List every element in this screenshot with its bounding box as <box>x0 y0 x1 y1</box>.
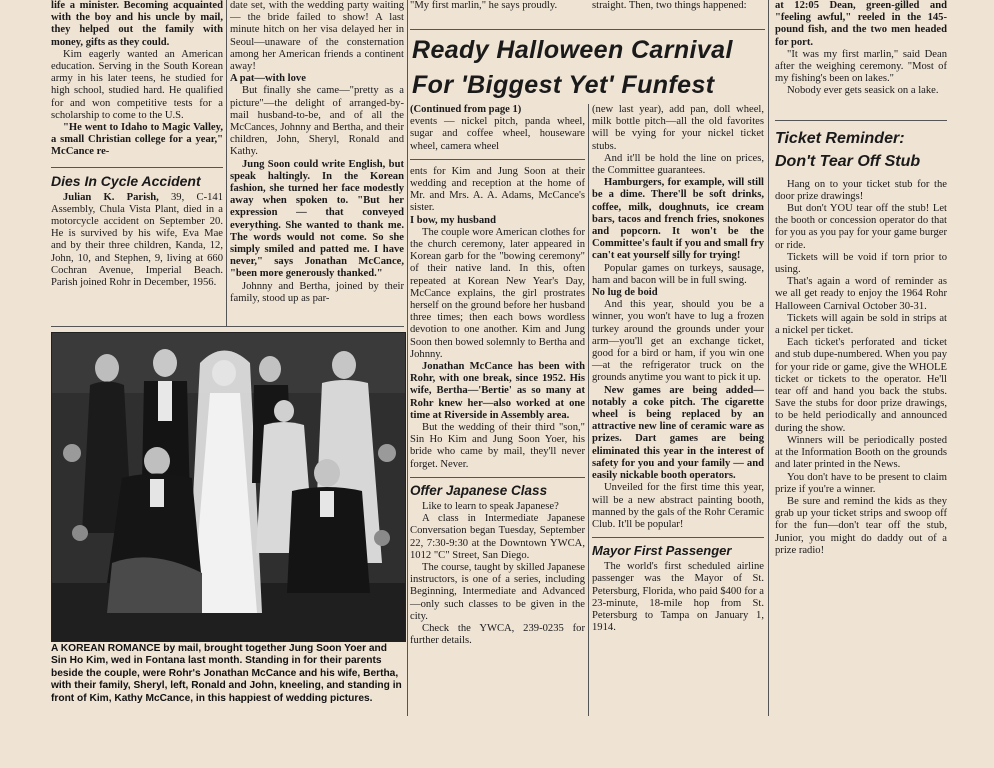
col1-paragraph: "He went to Idaho to Magic Valley, a small Christian college for a year," McCance re- <box>51 122 223 158</box>
carnival-headline: Ready Halloween Carnival For 'Biggest Yet' Funfest <box>412 36 733 99</box>
col3-paragraph: Jonathan McCance has been with Rohr, with one break, since 1952. His wife, Bertha—'Bertie' as so many at Rohr knew her—also worked at one time at Riverside in Assembly area. <box>410 361 585 421</box>
col3-paragraph: ents for Kim and Jung Soon at their wedding and reception at the home of Mr. and Mrs. A. A. Adams, McCance's sister. <box>410 165 585 214</box>
photo-caption: A KOREAN ROMANCE by mail, brought together Jung Soon Yoer and Sin Ho Kim, wed in Fontana last month. Standing in for their parents beside the couple, were Rohr's Jonathan McCance and his wife, Bertha, with their family, Sheryl, left, Ronald and John, kneeling, and standing in front of Kim, Kathy McCance, in this happiest of wedding pictures. <box>51 643 402 704</box>
wedding-photo <box>51 332 406 642</box>
mayor-passenger-headline: Mayor First Passenger <box>592 543 732 559</box>
col5-top-text: at 12:05 Dean, green-gilled and "feeling awful," reeled in the 145-pound fish, and the two men headed for port. <box>775 0 947 48</box>
divider <box>51 167 223 168</box>
col2-paragraph: Jung Soon could write English, but speak haltingly. In the Korean fashion, she turned her face modestly away when spoken to. "But her expression — that conveyed everything. She wanted to thank me. The words would not come. So she simply smiled and patted me. I have never," says Jonathan McCance, "been more generously thanked." <box>230 158 404 280</box>
col1-paragraph: Kim eagerly wanted an American education. Serving in the South Korean army in his later teens, he studied for high school, studied hard. He qualified for and won competitive tests for a scholarship to come to the U.S. <box>51 48 223 121</box>
col3-paragraph: The course, taught by skilled Japanese instructors, is one of a series, including Beginning, Intermediate and Advanced—only such classes to be given in the city. <box>410 561 585 622</box>
column-4-top <box>592 0 764 12</box>
divider <box>775 120 947 121</box>
divider <box>410 159 585 160</box>
col3-paragraph: A class in Intermediate Japanese Conversation began Tuesday, September 22, 7:30-9:30 at the Downtown YWCA, 1012 "C" Street, San Diego. <box>410 513 585 561</box>
col4-paragraph: And this year, should you be a winner, you won't have to lug a frozen turkey around the grounds under your arm—you'll get an exchange ticket, good for a bird or ham, if you win one—at the refrigerator truck on the grounds anytime you want to pick it up. <box>592 299 764 384</box>
col3-paragraph: events — nickel pitch, panda wheel, sugar and coffee wheel, houseware wheel, camera wheel <box>410 116 585 152</box>
col3-paragraph: But the wedding of their third "son," Sin Ho Kim and Jung Soon Yoer, his bride who came by mail, they'll never forget. Never. <box>410 422 585 470</box>
divider <box>592 537 764 538</box>
cycle-accident-body <box>51 192 223 290</box>
divider <box>51 326 404 327</box>
col2-top-text: date set, with the wedding party waiting — the bride failed to show! A last minute hitch on her visa delayed her in Seoul—unaware of the consternation among her American friends a continent away! <box>230 0 404 73</box>
col2-paragraph: Johnny and Bertha, joined by their family, stood up as par- <box>230 280 404 304</box>
column-3 <box>410 0 585 12</box>
subhead-i-bow: I bow, my husband <box>410 214 496 226</box>
col5-paragraph: Each ticket's perforated and ticket and stub dupe-numbered. When you pay for your ride or game, give the WHOLE ticket or tickets to the operator. He'll tear off and hand you back the stubs. Save the stubs for door prize drawings, to be held periodically and announced during the show. <box>775 337 947 434</box>
subhead-no-lug: No lug de boid <box>592 287 658 299</box>
wedding-photo-graphic <box>52 333 405 641</box>
col2-paragraph: But finally she came—"pretty as a picture"—the delight of arranged-by-mail husband-to-be, and of all the McCances, Johnny and Bertha, and their children, John, Sheryl, Ronald and Kathy. <box>230 85 404 158</box>
col3-paragraph: Check the YWCA, 239-0235 for further details. <box>410 622 585 647</box>
col4-paragraph: The world's first scheduled airline passenger was the Mayor of St. Petersburg, Florida, who paid $400 for a 23-minute, 18-mile hop from St. Petersburg to Tampa on January 1, 1914. <box>592 561 764 634</box>
col5-paragraph: Winners will be periodically posted at the Information Booth on the grounds and later printed in the News. <box>775 434 947 471</box>
column-4 <box>592 104 764 634</box>
col4-paragraph: (new last year), add pan, doll wheel, milk bottle pitch—all the old favorites will be vying for your nickel ticket stubs. <box>592 104 764 152</box>
col4-paragraph: Hamburgers, for example, will still be a dime. There'll be soft drinks, coffee, milk, doughnuts, ice cream bars, tacos and french fries, snokones and popcorn. It won't be the Committee's fault if you and small fry can't eat yourself silly for trying! <box>592 177 764 262</box>
divider <box>410 29 765 30</box>
column-3-body <box>410 104 585 647</box>
col5-paragraph: But don't YOU tear off the stub! Let the booth or concession operator do that for you as you pay for your game burger or ride. <box>775 203 947 251</box>
col5-paragraph: You don't have to be present to claim prize if you're a winner. <box>775 471 947 495</box>
parish-text: 39, C-141 Assembly, Chula Vista Plant, died in a motorcycle accident on September 20. He is survived by his wife, Eva Mae and by their three children, Kanda, 12, John, 10, and Stephen, 9, living at 660 Cochran Avenue, Imperial Beach. Parish joined Rohr in December, 1956. <box>51 191 223 289</box>
col5-paragraph: Hang on to your ticket stub for the door prize drawings! <box>775 178 947 202</box>
column-5 <box>775 0 947 557</box>
col5-paragraph: "It was my first marlin," said Dean after the weighing ceremony. "Most of my fishing's been on lakes." <box>775 48 947 85</box>
column-1 <box>51 0 223 289</box>
japanese-class-headline: Offer Japanese Class <box>410 482 548 498</box>
col4-paragraph: Popular games on turkeys, sausage, ham and bacon will be in full swing. <box>592 262 764 286</box>
col4-paragraph: And it'll be hold the line on prices, the Committee guarantees. <box>592 152 764 177</box>
divider <box>410 477 585 478</box>
col5-paragraph: That's again a word of reminder as we all get ready to enjoy the 1964 Rohr Halloween Carnival October 30-31. <box>775 276 947 312</box>
parish-name: Julian K. Parish, <box>63 191 159 203</box>
col3-paragraph: Like to learn to speak Japanese? <box>422 500 559 512</box>
cycle-accident-headline: Dies In Cycle Accident <box>51 172 201 189</box>
col5-paragraph: Be sure and remind the kids as they grab up your ticket strips and swoop off for the fun—don't tear off the stub, Junior, you might do daddy out of a prize radio! <box>775 495 947 556</box>
col4-paragraph: Unveiled for the first time this year, will be a new abstract painting booth, manned by the gals of the Rohr Ceramic Club. It'll be popular! <box>592 482 764 530</box>
subhead-pat-with-love: A pat—with love <box>230 73 306 85</box>
column-rule <box>588 104 589 716</box>
col4-top-text: straight. Then, two things happened: <box>592 0 747 11</box>
col5-paragraph: Nobody ever gets seasick on a lake. <box>787 85 939 97</box>
ticket-reminder-headline: Ticket Reminder: Don't Tear Off Stub <box>775 129 921 170</box>
col5-paragraph: Tickets will again be sold in strips at a nickel per ticket. <box>775 312 947 337</box>
col3-paragraph: The couple wore American clothes for the church ceremony, later appeared in Korean garb for the "bowing ceremony" of their native land. In this, often repeated at Korean New Year's Day, McCance explains, the girl prostrates herself on the ground before her husband three times; then each bows wordless devotion to one another. Kim and Jung Soon then bowed solemnly to Bertha and Johnny. <box>410 226 585 360</box>
continued-note: (Continued from page 1) <box>410 104 522 115</box>
column-2 <box>230 0 404 305</box>
column-rule <box>768 0 769 716</box>
col3-top-text: "My first marlin," he says proudly. <box>410 0 558 11</box>
col1-top-text: life a minister. Becoming acquainted with the boy and his uncle by mail, they helped out the family with money, gifts as they could. <box>51 0 223 48</box>
col4-paragraph: New games are being added—notably a coke pitch. The cigarette wheel is being replaced by an attractive new line of ceramic ware as prizes. Dart games are being eliminated this year in the interest of safety for you and your family — and easily nickable booth operators. <box>592 384 764 482</box>
col5-paragraph: Tickets will be void if torn prior to using. <box>775 251 947 276</box>
column-rule <box>407 0 408 716</box>
column-rule <box>226 0 227 326</box>
